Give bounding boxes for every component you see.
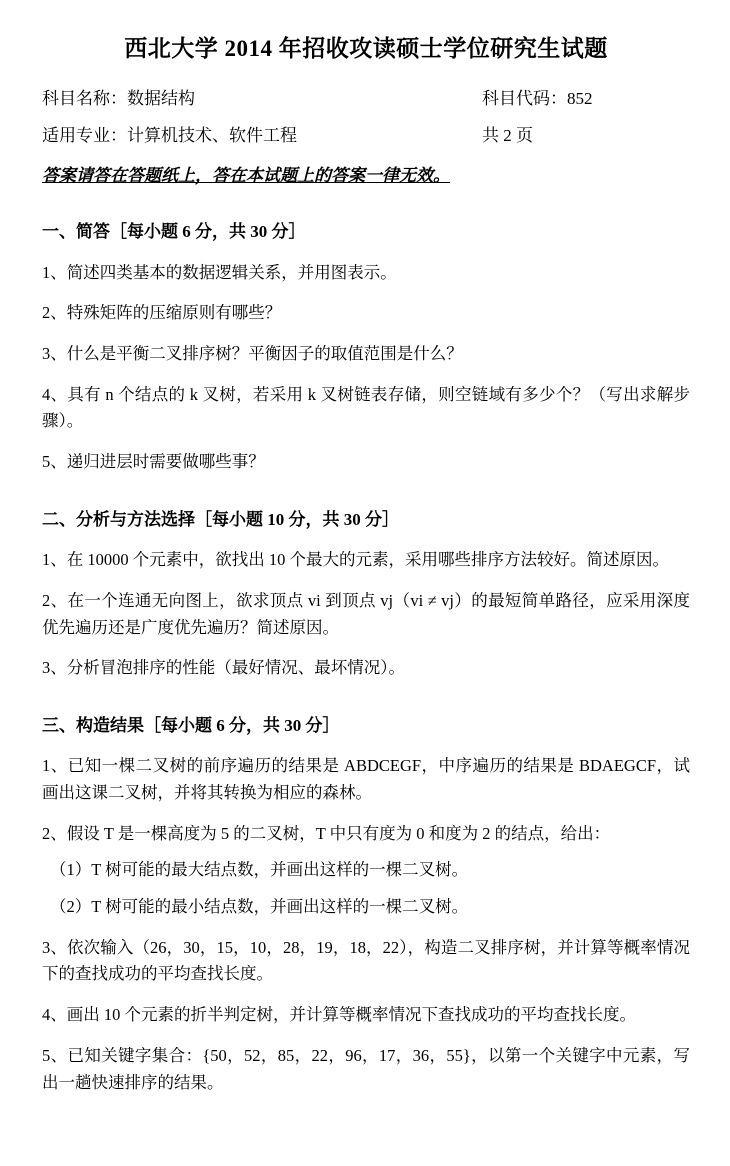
page-count: 共 2 页 (482, 126, 533, 146)
question-3-2: 2、假设 T 是一棵高度为 5 的二叉树，T 中只有度为 0 和度为 2 的结点，给出： (42, 823, 611, 843)
code-value: 852 (567, 88, 593, 108)
question-3-5: 5、已知关键字集合：{50，52，85，22，96，17，36，55}，以第一个关键字中元素，写出一趟快速排序的结果。 (42, 1045, 690, 1092)
question-1-2: 2、特殊矩阵的压缩原则有哪些？ (42, 303, 282, 323)
code-label: 科目代码： (482, 88, 567, 108)
question-3-2-a: （1）T 树可能的最大结点数，并画出这样的一棵二叉树。 (50, 860, 469, 880)
major-label: 适用专业： (42, 126, 127, 146)
question-3-4: 4、画出 10 个元素的折半判定树，并计算等概率情况下查找成功的平均查找长度。 (42, 1005, 636, 1025)
meta-row-major (42, 123, 690, 149)
question-1-5: 5、递归进层时需要做哪些事？ (42, 452, 265, 472)
section-heading-3: 三、构造结果［每小题 6 分，共 30 分］ (42, 715, 340, 735)
major-field (42, 123, 482, 149)
subject-label: 科目名称： (42, 88, 127, 108)
question-2-3: 3、分析冒泡排序的性能（最好情况、最坏情况）。 (42, 658, 405, 678)
question-3-1: 1、已知一棵二叉树的前序遍历的结果是 ABDCEGF，中序遍历的结果是 BDAEGCF，试画出这课二叉树，并将其转换为相应的森林。 (42, 756, 690, 802)
code-field (482, 86, 593, 112)
question-1-4: 4、具有 n 个结点的 k 叉树，若采用 k 叉树链表存储，则空链域有多少个？（写出求解步骤）。 (42, 384, 690, 431)
meta-row-subject (42, 86, 690, 112)
question-1-3: 3、什么是平衡二叉排序树？平衡因子的取值范围是什么？ (42, 344, 463, 364)
question-2-2: 2、在一个连通无向图上，欲求顶点 vi 到顶点 vj（vi ≠ vj）的最短简单路径，应采用深度优先遍历还是广度优先遍历？简述原因。 (42, 590, 690, 637)
section-heading-1: 一、简答［每小题 6 分，共 30 分］ (42, 222, 306, 242)
question-2-1: 1、在 10000 个元素中，欲找出 10 个最大的元素，采用哪些排序方法较好。简述原因。 (42, 550, 669, 570)
answer-notice: 答案请答在答题纸上，答在本试题上的答案一律无效。 (42, 165, 450, 185)
page-title: 西北大学 2014 年招收攻读硕士学位研究生试题 (124, 36, 608, 61)
question-3-3: 3、依次输入（26，30，15，10，28，19，18，22），构造二叉排序树，并计算等概率情况下的查找成功的平均查找长度。 (42, 937, 690, 984)
section-heading-2: 二、分析与方法选择［每小题 10 分，共 30 分］ (42, 509, 399, 529)
subject-value: 数据结构 (127, 88, 195, 108)
question-1-1: 1、简述四类基本的数据逻辑关系，并用图表示。 (42, 262, 397, 282)
question-3-2-b: （2）T 树可能的最小结点数，并画出这样的一棵二叉树。 (50, 897, 469, 917)
subject-field (42, 86, 482, 112)
major-value: 计算机技术、软件工程 (127, 126, 297, 146)
